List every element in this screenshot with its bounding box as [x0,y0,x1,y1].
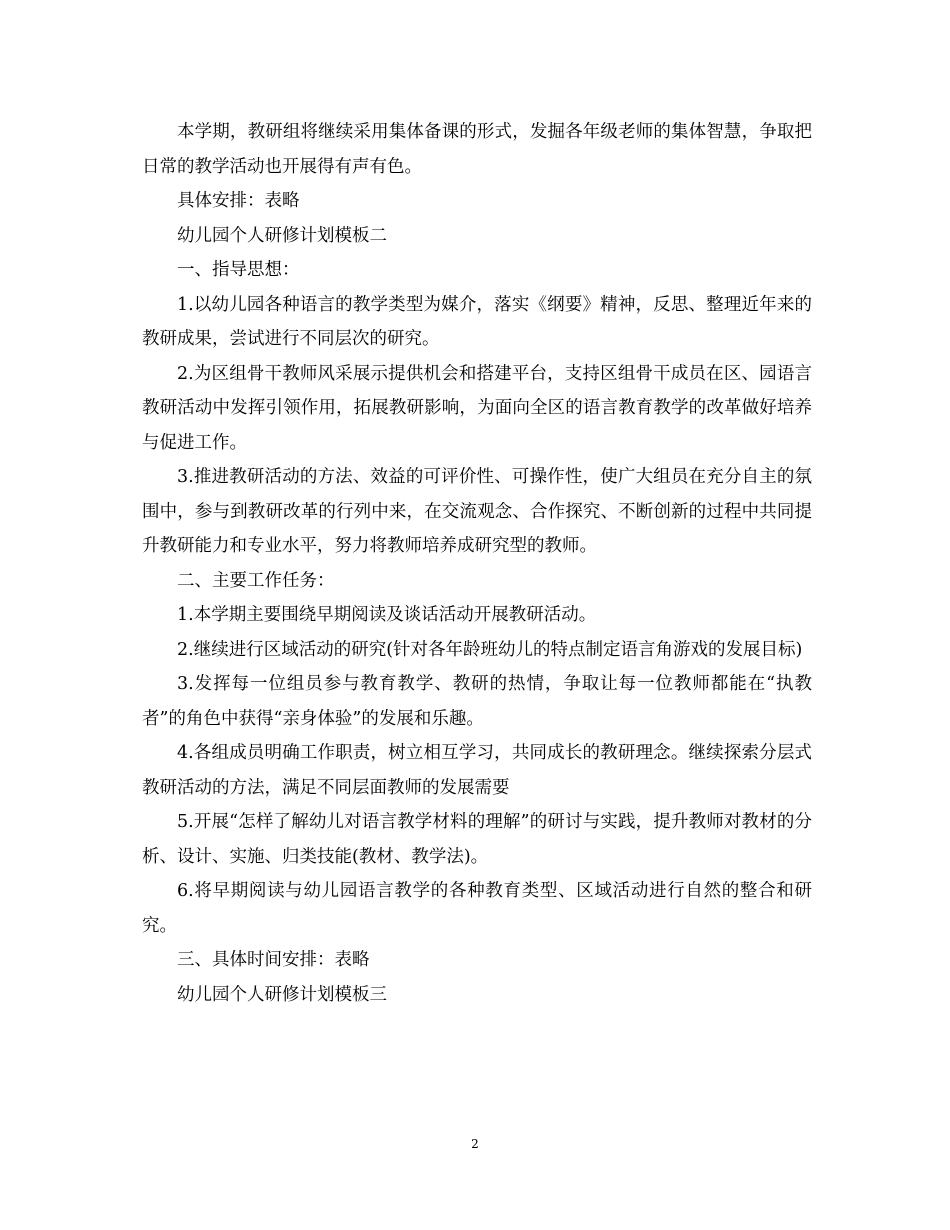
section-heading: 三、具体时间安排：表略 [177,950,370,970]
section-heading: 二、主要工作任务： [177,570,335,591]
list-item: 3.推进教研活动的方法、效益的可评价性、可操作性，使广大组员在充分自主的氛围中，参与到教研改革的行列中来，在交流观念、合作探究、不断创新的过程中共同提升教研能力和专业水平，努力将教师培养成研究型的教师。 [142,467,812,556]
section-heading: 一、指导思想： [177,260,300,280]
list-item: 1.本学期主要围绕早期阅读及谈话活动开展教研活动。 [177,605,597,625]
section-title: 幼儿园个人研修计划模板二 [177,225,387,246]
list-item: 2.继续进行区域活动的研究(针对各年龄班幼儿的特点制定语言角游戏的发展目标) [177,639,803,660]
list-item: 5.开展“怎样了解幼儿对语言教学材料的理解”的研讨与实践，提升教师对教材的分析、设计、实施、归类技能(教材、教学法)。 [142,812,812,867]
paragraph: 本学期，教研组将继续采用集体备课的形式，发掘各年级老师的集体智慧，争取把日常的教学活动也开展得有声有色。 [142,122,812,177]
list-item: 4.各组成员明确工作职责，树立相互学习，共同成长的教研理念。继续探索分层式教研活动的方法，满足不同层面教师的发展需要 [142,743,812,798]
list-item: 6.将早期阅读与幼儿园语言教学的各种教育类型、区域活动进行自然的整合和研究。 [142,881,812,936]
list-item: 2.为区组骨干教师风采展示提供机会和搭建平台，支持区组骨干成员在区、园语言教研活动中发挥引领作用，拓展教研影响，为面向全区的语言教育教学的改革做好培养与促进工作。 [142,363,812,453]
section-title: 幼儿园个人研修计划模板三 [177,984,387,1005]
list-item: 3.发挥每一位组员参与教育教学、教研的热情，争取让每一位教师都能在“执教者”的角色中获得“亲身体验”的发展和乐趣。 [142,674,812,729]
page-number: 2 [471,1137,479,1151]
document-body [142,115,812,1012]
paragraph: 具体安排：表略 [177,191,300,211]
list-item: 1.以幼儿园各种语言的教学类型为媒介，落实《纲要》精神，反思、整理近年来的教研成果，尝试进行不同层次的研究。 [142,294,812,349]
